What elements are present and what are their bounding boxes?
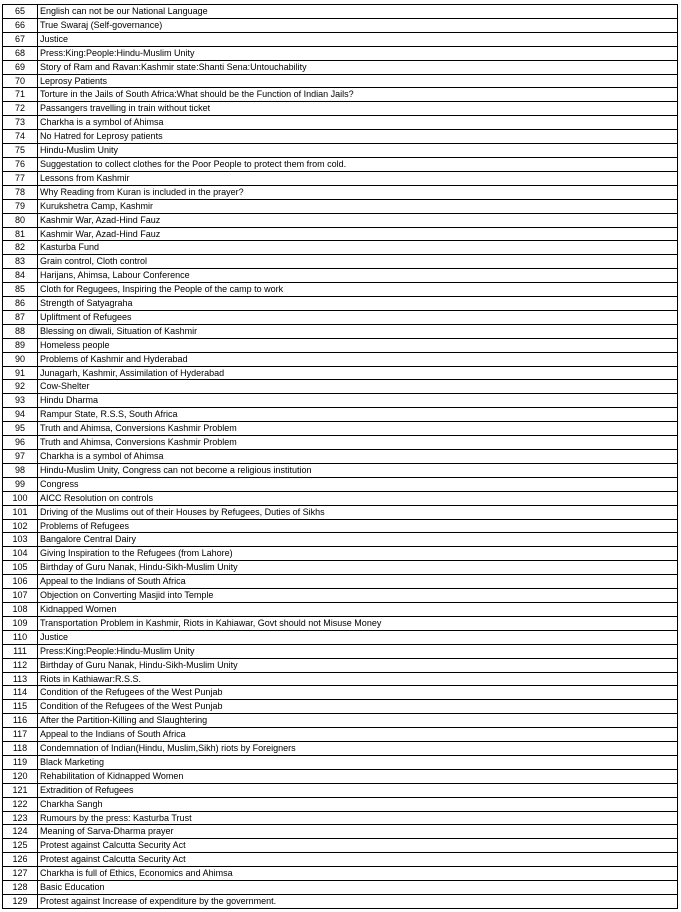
row-number-cell: 93 — [3, 394, 38, 408]
topic-cell: Charkha Sangh — [38, 797, 678, 811]
table-row — [3, 102, 678, 116]
table-row — [3, 324, 678, 338]
table-row — [3, 5, 678, 19]
row-number-cell: 112 — [3, 658, 38, 672]
row-number-cell: 106 — [3, 575, 38, 589]
topic-cell: Basic Education — [38, 881, 678, 895]
table-row — [3, 881, 678, 895]
table-row — [3, 88, 678, 102]
row-number-cell: 114 — [3, 686, 38, 700]
topic-cell: No Hatred for Leprosy patients — [38, 130, 678, 144]
topic-cell: Homeless people — [38, 338, 678, 352]
row-number-cell: 78 — [3, 185, 38, 199]
topic-cell: Harijans, Ahimsa, Labour Conference — [38, 269, 678, 283]
topic-cell: Truth and Ahimsa, Conversions Kashmir Problem — [38, 422, 678, 436]
table-row — [3, 171, 678, 185]
topic-cell: Hindu-Muslim Unity — [38, 144, 678, 158]
table-row — [3, 491, 678, 505]
topic-cell: Extradition of Refugees — [38, 783, 678, 797]
topic-cell: Charkha is a symbol of Ahimsa — [38, 116, 678, 130]
row-number-cell: 71 — [3, 88, 38, 102]
table-row — [3, 297, 678, 311]
table-row — [3, 505, 678, 519]
topic-cell: AICC Resolution on controls — [38, 491, 678, 505]
table-row — [3, 700, 678, 714]
row-number-cell: 98 — [3, 463, 38, 477]
table-row — [3, 630, 678, 644]
table-row — [3, 755, 678, 769]
row-number-cell: 129 — [3, 895, 38, 909]
table-row — [3, 144, 678, 158]
topic-cell: Why Reading from Kuran is included in the prayer? — [38, 185, 678, 199]
topic-cell: Condition of the Refugees of the West Punjab — [38, 686, 678, 700]
topic-cell: Charkha is a symbol of Ahimsa — [38, 450, 678, 464]
row-number-cell: 120 — [3, 769, 38, 783]
row-number-cell: 116 — [3, 714, 38, 728]
table-row — [3, 46, 678, 60]
topic-cell: English can not be our National Language — [38, 5, 678, 19]
row-number-cell: 72 — [3, 102, 38, 116]
table-row — [3, 269, 678, 283]
table-row — [3, 199, 678, 213]
topic-cell: Kidnapped Women — [38, 602, 678, 616]
table-row — [3, 839, 678, 853]
topic-cell: Kurukshetra Camp, Kashmir — [38, 199, 678, 213]
table-row — [3, 157, 678, 171]
row-number-cell: 91 — [3, 366, 38, 380]
row-number-cell: 70 — [3, 74, 38, 88]
row-number-cell: 128 — [3, 881, 38, 895]
row-number-cell: 92 — [3, 380, 38, 394]
row-number-cell: 124 — [3, 825, 38, 839]
row-number-cell: 69 — [3, 60, 38, 74]
table-row — [3, 561, 678, 575]
topic-cell: Appeal to the Indians of South Africa — [38, 575, 678, 589]
row-number-cell: 99 — [3, 477, 38, 491]
row-number-cell: 109 — [3, 616, 38, 630]
table-row — [3, 32, 678, 46]
row-number-cell: 80 — [3, 213, 38, 227]
table-row — [3, 658, 678, 672]
topic-cell: Lessons from Kashmir — [38, 171, 678, 185]
table-row — [3, 477, 678, 491]
row-number-cell: 83 — [3, 255, 38, 269]
table-row — [3, 575, 678, 589]
topic-cell: Story of Ram and Ravan:Kashmir state:Shanti Sena:Untouchability — [38, 60, 678, 74]
topic-cell: Kasturba Fund — [38, 241, 678, 255]
topic-cell: Rumours by the press: Kasturba Trust — [38, 811, 678, 825]
table-row — [3, 366, 678, 380]
row-number-cell: 107 — [3, 589, 38, 603]
topic-cell: Appeal to the Indians of South Africa — [38, 728, 678, 742]
row-number-cell: 79 — [3, 199, 38, 213]
topic-cell: Suggestation to collect clothes for the Poor People to protect them from cold. — [38, 157, 678, 171]
table-row — [3, 797, 678, 811]
row-number-cell: 127 — [3, 867, 38, 881]
row-number-cell: 121 — [3, 783, 38, 797]
row-number-cell: 87 — [3, 310, 38, 324]
topic-cell: Grain control, Cloth control — [38, 255, 678, 269]
table-row — [3, 769, 678, 783]
row-number-cell: 119 — [3, 755, 38, 769]
topic-cell: Problems of Refugees — [38, 519, 678, 533]
row-number-cell: 126 — [3, 853, 38, 867]
topic-cell: Condition of the Refugees of the West Punjab — [38, 700, 678, 714]
topic-cell: After the Partition-Killing and Slaughtering — [38, 714, 678, 728]
speech-topics-sheet — [2, 4, 678, 909]
row-number-cell: 115 — [3, 700, 38, 714]
row-number-cell: 81 — [3, 227, 38, 241]
row-number-cell: 104 — [3, 547, 38, 561]
table-row — [3, 867, 678, 881]
row-number-cell: 67 — [3, 32, 38, 46]
table-row — [3, 283, 678, 297]
table-row — [3, 185, 678, 199]
row-number-cell: 103 — [3, 533, 38, 547]
row-number-cell: 65 — [3, 5, 38, 19]
topic-cell: Black Marketing — [38, 755, 678, 769]
topic-cell: Condemnation of Indian(Hindu, Muslim,Sikh) riots by Foreigners — [38, 742, 678, 756]
table-row — [3, 422, 678, 436]
row-number-cell: 94 — [3, 408, 38, 422]
table-row — [3, 310, 678, 324]
topic-cell: Protest against Calcutta Security Act — [38, 853, 678, 867]
topic-cell: Riots in Kathiawar:R.S.S. — [38, 672, 678, 686]
row-number-cell: 110 — [3, 630, 38, 644]
row-number-cell: 96 — [3, 436, 38, 450]
row-number-cell: 105 — [3, 561, 38, 575]
topic-cell: Upliftment of Refugees — [38, 310, 678, 324]
table-row — [3, 783, 678, 797]
topic-cell: Hindu Dharma — [38, 394, 678, 408]
row-number-cell: 85 — [3, 283, 38, 297]
topic-cell: Driving of the Muslims out of their Houses by Refugees, Duties of Sikhs — [38, 505, 678, 519]
topic-cell: Truth and Ahimsa, Conversions Kashmir Problem — [38, 436, 678, 450]
row-number-cell: 122 — [3, 797, 38, 811]
topic-cell: Objection on Converting Masjid into Temple — [38, 589, 678, 603]
row-number-cell: 82 — [3, 241, 38, 255]
table-row — [3, 519, 678, 533]
table-row — [3, 895, 678, 909]
table-row — [3, 116, 678, 130]
row-number-cell: 111 — [3, 644, 38, 658]
table-row — [3, 672, 678, 686]
topic-cell: Giving Inspiration to the Refugees (from Lahore) — [38, 547, 678, 561]
topic-cell: Hindu-Muslim Unity, Congress can not become a religious institution — [38, 463, 678, 477]
row-number-cell: 88 — [3, 324, 38, 338]
topic-cell: Press:King:People:Hindu-Muslim Unity — [38, 644, 678, 658]
topic-cell: Transportation Problem in Kashmir, Riots in Kahiawar, Govt should not Misuse Money — [38, 616, 678, 630]
table-row — [3, 394, 678, 408]
table-row — [3, 380, 678, 394]
topic-cell: Justice — [38, 32, 678, 46]
table-row — [3, 74, 678, 88]
table-row — [3, 450, 678, 464]
table-row — [3, 616, 678, 630]
topic-cell: Press:King:People:Hindu-Muslim Unity — [38, 46, 678, 60]
topic-cell: Kashmir War, Azad-Hind Fauz — [38, 227, 678, 241]
row-number-cell: 95 — [3, 422, 38, 436]
table-row — [3, 533, 678, 547]
topic-cell: Birthday of Guru Nanak, Hindu-Sikh-Muslim Unity — [38, 658, 678, 672]
topic-cell: Charkha is full of Ethics, Economics and Ahimsa — [38, 867, 678, 881]
table-row — [3, 853, 678, 867]
topic-cell: Meaning of Sarva-Dharma prayer — [38, 825, 678, 839]
row-number-cell: 108 — [3, 602, 38, 616]
table-row — [3, 338, 678, 352]
topic-cell: Rehabilitation of Kidnapped Women — [38, 769, 678, 783]
table-row — [3, 352, 678, 366]
topic-cell: Cow-Shelter — [38, 380, 678, 394]
topic-cell: Problems of Kashmir and Hyderabad — [38, 352, 678, 366]
row-number-cell: 89 — [3, 338, 38, 352]
row-number-cell: 117 — [3, 728, 38, 742]
row-number-cell: 125 — [3, 839, 38, 853]
table-body — [3, 5, 678, 909]
table-row — [3, 728, 678, 742]
row-number-cell: 123 — [3, 811, 38, 825]
topic-cell: Kashmir War, Azad-Hind Fauz — [38, 213, 678, 227]
row-number-cell: 66 — [3, 18, 38, 32]
topic-cell: Blessing on diwali, Situation of Kashmir — [38, 324, 678, 338]
topic-cell: Birthday of Guru Nanak, Hindu-Sikh-Muslim Unity — [38, 561, 678, 575]
topic-cell: Protest against Calcutta Security Act — [38, 839, 678, 853]
row-number-cell: 86 — [3, 297, 38, 311]
topic-cell: Rampur State, R.S.S, South Africa — [38, 408, 678, 422]
table-row — [3, 408, 678, 422]
table-row — [3, 742, 678, 756]
table-row — [3, 18, 678, 32]
topic-cell: Strength of Satyagraha — [38, 297, 678, 311]
table-row — [3, 811, 678, 825]
topic-cell: Cloth for Regugees, Inspiring the People of the camp to work — [38, 283, 678, 297]
row-number-cell: 76 — [3, 157, 38, 171]
row-number-cell: 101 — [3, 505, 38, 519]
topic-cell: Torture in the Jails of South Africa:What should be the Function of Indian Jails? — [38, 88, 678, 102]
topic-cell: Junagarh, Kashmir, Assimilation of Hyderabad — [38, 366, 678, 380]
topic-cell: Congress — [38, 477, 678, 491]
table-row — [3, 213, 678, 227]
speech-topics-table — [2, 4, 678, 909]
table-row — [3, 644, 678, 658]
table-row — [3, 686, 678, 700]
row-number-cell: 100 — [3, 491, 38, 505]
table-row — [3, 60, 678, 74]
topic-cell: Protest against Increase of expenditure by the government. — [38, 895, 678, 909]
topic-cell: Passangers travelling in train without ticket — [38, 102, 678, 116]
row-number-cell: 73 — [3, 116, 38, 130]
table-row — [3, 436, 678, 450]
row-number-cell: 75 — [3, 144, 38, 158]
row-number-cell: 90 — [3, 352, 38, 366]
topic-cell: Justice — [38, 630, 678, 644]
row-number-cell: 113 — [3, 672, 38, 686]
table-row — [3, 227, 678, 241]
table-row — [3, 255, 678, 269]
table-row — [3, 547, 678, 561]
row-number-cell: 118 — [3, 742, 38, 756]
table-row — [3, 602, 678, 616]
row-number-cell: 74 — [3, 130, 38, 144]
topic-cell: Bangalore Central Dairy — [38, 533, 678, 547]
table-row — [3, 130, 678, 144]
row-number-cell: 68 — [3, 46, 38, 60]
table-row — [3, 241, 678, 255]
row-number-cell: 77 — [3, 171, 38, 185]
table-row — [3, 589, 678, 603]
row-number-cell: 102 — [3, 519, 38, 533]
row-number-cell: 97 — [3, 450, 38, 464]
row-number-cell: 84 — [3, 269, 38, 283]
topic-cell: True Swaraj (Self-governance) — [38, 18, 678, 32]
table-row — [3, 825, 678, 839]
table-row — [3, 463, 678, 477]
table-row — [3, 714, 678, 728]
topic-cell: Leprosy Patients — [38, 74, 678, 88]
